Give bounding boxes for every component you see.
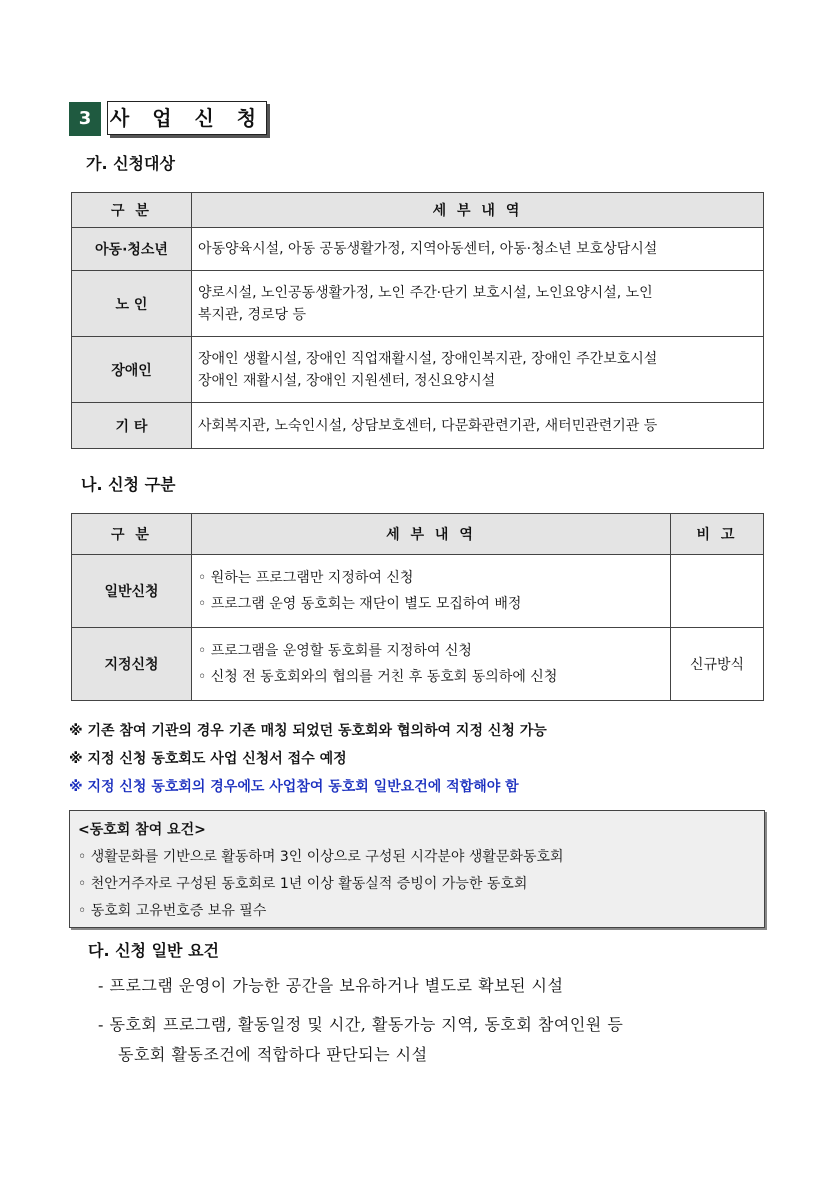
requirement-item: ◦ 생활문화를 기반으로 활동하며 3인 이상으로 구성된 시각분야 생활문화동호회 bbox=[78, 849, 564, 865]
general-requirement-line: - 프로그램 운영이 가능한 공간을 보유하거나 별도로 확보된 시설 bbox=[98, 976, 564, 995]
row-label: 기 타 bbox=[72, 403, 192, 449]
table-row bbox=[72, 555, 764, 628]
section-number: 3 bbox=[69, 102, 101, 136]
row-label: 지정신청 bbox=[72, 628, 192, 701]
table-row bbox=[72, 228, 764, 271]
row-label: 일반신청 bbox=[72, 555, 192, 628]
requirements-title: <동호회 참여 요건> bbox=[78, 822, 206, 838]
row-text: ◦ 프로그램을 운영할 동호회를 지정하여 신청 bbox=[198, 643, 472, 659]
row-text: 복지관, 경로당 등 bbox=[198, 306, 307, 323]
row-remark: 신규방식 bbox=[671, 628, 764, 701]
row-label: 장애인 bbox=[72, 337, 192, 403]
row-text: 사회복지관, 노숙인시설, 상담보호센터, 다문화관련기관, 새터민관련기관 등 bbox=[198, 417, 658, 434]
type-header-remarks: 비 고 bbox=[671, 514, 764, 555]
type-header-category: 구 분 bbox=[72, 514, 192, 555]
table-row bbox=[72, 337, 764, 403]
table-row bbox=[72, 403, 764, 449]
requirement-item: ◦ 동호회 고유번호증 보유 필수 bbox=[78, 903, 267, 919]
section-title: 사 업 신 청 bbox=[107, 101, 267, 135]
club-requirements-box bbox=[69, 810, 765, 928]
row-text: 장애인 생활시설, 장애인 직업재활시설, 장애인복지관, 장애인 주간보호시설 bbox=[198, 350, 658, 367]
note-line-highlight: ※ 지정 신청 동호회의 경우에도 사업참여 동호회 일반요건에 적합해야 함 bbox=[69, 779, 519, 795]
note-line: ※ 지정 신청 동호회도 사업 신청서 접수 예정 bbox=[69, 751, 347, 767]
heading-application-type: 나. 신청 구분 bbox=[81, 475, 176, 494]
note-line: ※ 기존 참여 기관의 경우 기존 매칭 되었던 동호회와 협의하여 지정 신청 가능 bbox=[69, 723, 547, 739]
target-table bbox=[71, 192, 764, 449]
target-header-details: 세 부 내 역 bbox=[192, 193, 764, 228]
heading-application-target: 가. 신청대상 bbox=[86, 154, 175, 173]
table-row bbox=[72, 271, 764, 337]
row-label: 아동·청소년 bbox=[72, 228, 192, 271]
general-requirement-line: 동호회 활동조건에 적합하다 판단되는 시설 bbox=[118, 1045, 428, 1064]
table-row bbox=[72, 628, 764, 701]
type-table bbox=[71, 513, 764, 701]
row-text: 장애인 재활시설, 장애인 지원센터, 정신요양시설 bbox=[198, 372, 496, 389]
general-requirement-line: - 동호회 프로그램, 활동일정 및 시간, 활동가능 지역, 동호회 참여인원 등 bbox=[98, 1015, 624, 1034]
row-text: ◦ 프로그램 운영 동호회는 재단이 별도 모집하여 배정 bbox=[198, 596, 522, 612]
row-text: ◦ 원하는 프로그램만 지정하여 신청 bbox=[198, 570, 414, 586]
row-text: 아동양육시설, 아동 공동생활가정, 지역아동센터, 아동·청소년 보호상담시설 bbox=[198, 241, 658, 257]
row-label: 노 인 bbox=[72, 271, 192, 337]
heading-general-requirements: 다. 신청 일반 요건 bbox=[88, 941, 219, 960]
target-header-category: 구 분 bbox=[72, 193, 192, 228]
row-remark bbox=[671, 555, 764, 628]
requirement-item: ◦ 천안거주자로 구성된 동호회로 1년 이상 활동실적 증빙이 가능한 동호회 bbox=[78, 876, 528, 892]
type-header-details: 세 부 내 역 bbox=[192, 514, 671, 555]
row-text: 양로시설, 노인공동생활가정, 노인 주간·단기 보호시설, 노인요양시설, 노인 bbox=[198, 284, 653, 301]
row-text: ◦ 신청 전 동호회와의 협의를 거친 후 동호회 동의하에 신청 bbox=[198, 669, 558, 685]
